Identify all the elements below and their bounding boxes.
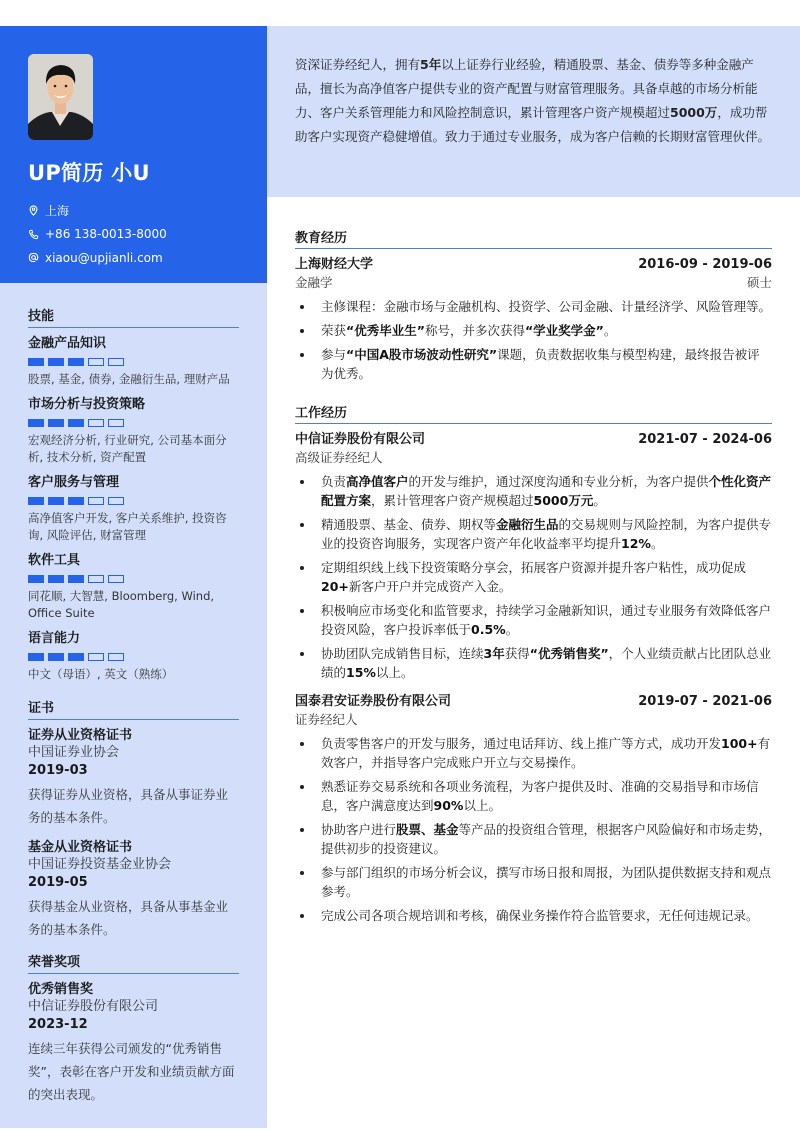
company-name: 国泰君安证券股份有限公司 <box>295 694 452 709</box>
emphasis-text: 金融衍生品 <box>496 517 559 532</box>
work-title: 工作经历 <box>295 402 772 424</box>
education-list <box>295 256 772 383</box>
education-period: 2016-09 - 2019-06 <box>638 257 772 272</box>
text-run: 。 <box>505 622 519 637</box>
phone-icon <box>28 229 39 240</box>
award <box>28 981 239 1106</box>
emphasis-text: 高净值客户 <box>346 474 409 489</box>
education-subheader <box>295 274 772 291</box>
text-run: 主修课程：金融市场与金融机构、投资学、公司金融、计量经济学、风险管理等。 <box>321 299 772 314</box>
skill-level-meter <box>28 653 239 661</box>
emphasis-text: “优秀销售奖” <box>529 646 609 661</box>
text-run: 积极响应市场变化和监管要求，持续学习金融新知识，通过专业服务有效降低客户投资风险，客户投诉率低于 <box>321 603 772 637</box>
skill-description: 中文（母语）, 英文（熟练） <box>28 667 174 681</box>
award-description: 连续三年获得公司颁发的“优秀销售奖”，表彰在客户开发和业绩贡献方面的突出表现。 <box>28 1041 235 1102</box>
location-pin-icon <box>28 205 39 216</box>
level-filled-block <box>68 419 84 427</box>
bullet-item <box>295 820 772 858</box>
text-run: 。 <box>593 493 606 508</box>
text-run: 荣获 <box>321 323 347 338</box>
phone-text: +86 138-0013-8000 <box>45 227 167 242</box>
emphasis-text: “优秀毕业生” <box>346 323 425 338</box>
bullet-item <box>295 558 772 596</box>
bullet-item <box>295 777 772 815</box>
skills-title: 技能 <box>28 305 239 328</box>
education-header <box>295 256 772 274</box>
level-filled-block <box>68 653 84 661</box>
bullet-item <box>295 297 772 316</box>
candidate-name: UP简历 小U <box>28 161 150 185</box>
skill-item <box>28 552 239 622</box>
level-filled-block <box>68 497 84 505</box>
skill-item <box>28 396 239 466</box>
work-subheader <box>295 449 772 466</box>
level-filled-block <box>48 497 64 505</box>
at-sign-icon <box>28 252 39 263</box>
text-run: 。 <box>650 536 664 551</box>
emphasis-text: “中国A股市场波动性研究” <box>346 347 498 362</box>
certificate-issuer: 中国证券投资基金业协会 <box>28 857 172 872</box>
text-run: 负责零售客户的开发与服务，通过电话拜访、线上推广等方式，成功开发 <box>321 736 722 751</box>
contact-list <box>28 199 239 270</box>
summary-text <box>295 53 772 149</box>
emphasis-text: 20+ <box>321 579 349 594</box>
text-run: 协助团队完成销售目标，连续 <box>321 646 484 661</box>
awards-list <box>28 981 239 1106</box>
award-issuer: 中信证券股份有限公司 <box>28 999 159 1014</box>
contact-email[interactable] <box>28 246 239 270</box>
skill-name: 客户服务与管理 <box>28 475 120 490</box>
bullet-item <box>295 472 772 510</box>
emphasis-text: 5000万元 <box>533 493 594 508</box>
bullet-item <box>295 601 772 639</box>
degree: 硕士 <box>746 275 772 290</box>
skill-description: 宏观经济分析, 行业研究, 公司基本面分析, 技术分析, 资产配置 <box>28 433 227 464</box>
text-run: 获得 <box>504 646 530 661</box>
level-filled-block <box>28 575 44 583</box>
skill-name: 金融产品知识 <box>28 336 107 351</box>
text-run: 等产品的投资组合管理，根据客户风险偏好和市场走势，提供初步的投资建议。 <box>321 822 772 856</box>
work-period: 2021-07 - 2024-06 <box>638 432 772 447</box>
level-filled-block <box>48 419 64 427</box>
award-date: 2023-12 <box>28 1017 88 1032</box>
certificate-issuer: 中国证券业协会 <box>28 745 120 760</box>
company-name: 中信证券股份有限公司 <box>295 432 426 447</box>
level-filled-block <box>28 358 44 366</box>
skill-name: 语言能力 <box>28 631 81 646</box>
text-run: 的开发与维护，通过深度沟通和专业分析，为客户提供 <box>408 474 709 489</box>
emphasis-text: “学业奖学金” <box>524 323 604 338</box>
level-empty-block <box>88 497 104 505</box>
text-run: 完成公司各项合规培训和考核，确保业务操作符合监管要求，无任何违规记录。 <box>321 908 759 923</box>
text-run: 资深证券经纪人，拥有 <box>295 57 421 72</box>
major: 金融学 <box>295 275 333 290</box>
level-filled-block <box>48 358 64 366</box>
skill-item <box>28 474 239 544</box>
text-run: 以上。 <box>375 665 414 680</box>
main-content <box>267 197 800 930</box>
emphasis-text: 5年 <box>420 57 442 72</box>
bullet-item <box>295 321 772 340</box>
certificates-title: 证书 <box>28 697 239 720</box>
certificate <box>28 839 239 941</box>
emphasis-text: 15% <box>346 665 376 680</box>
text-run: 精通股票、基金、债券、期权等 <box>321 517 497 532</box>
work-entry <box>295 431 772 682</box>
level-empty-block <box>88 358 104 366</box>
job-title: 证券经纪人 <box>295 712 358 727</box>
awards-title: 荣誉奖项 <box>28 951 239 974</box>
skill-item <box>28 630 239 683</box>
bullet-item <box>295 345 772 383</box>
emphasis-text: 股票、基金 <box>396 822 459 837</box>
contact-location <box>28 199 239 223</box>
text-run: 定期组织线上线下投资策略分享会，拓展客户资源并提升客户粘性，成功促成 <box>321 560 747 575</box>
award-name: 优秀销售奖 <box>28 982 94 997</box>
work-header <box>295 431 772 449</box>
emphasis-text: 100+ <box>721 736 758 751</box>
level-filled-block <box>68 358 84 366</box>
emphasis-text: 12% <box>621 536 651 551</box>
text-run: 熟悉证券交易系统和各项业务流程，为客户提供及时、准确的交易指导和市场信息，客户满意度达到 <box>321 779 759 813</box>
level-filled-block <box>28 497 44 505</box>
skills-list <box>28 335 239 683</box>
text-run: 的交易规则与风险控制，为客户提供专业的投资咨询服务，实现客户资产年化收益率平均提升 <box>321 517 772 551</box>
work-subheader <box>295 711 772 728</box>
avatar <box>28 54 93 140</box>
skill-item <box>28 335 239 388</box>
text-run: ，累计管理客户资产规模超过 <box>371 493 534 508</box>
text-run: ，成功帮助客户实现资产稳健增值。致力于通过专业服务，成为客户信赖的长期财富管理伙伴。 <box>295 105 771 144</box>
skill-description: 股票, 基金, 债券, 金融衍生品, 理财产品 <box>28 372 230 386</box>
text-run: 协助客户进行 <box>321 822 397 837</box>
level-empty-block <box>108 419 124 427</box>
skill-description: 同花顺, 大智慧, Bloomberg, Wind, Office Suite <box>28 589 215 620</box>
bullet-item <box>295 734 772 772</box>
text-run: 课题，负责数据收集与模型构建，最终报告被评为优秀。 <box>321 347 760 381</box>
school-name: 上海财经大学 <box>295 257 374 272</box>
skill-level-meter <box>28 575 239 583</box>
text-run: 参与部门组织的市场分析会议，撰写市场日报和周报，为团队提供数据支持和观点参考。 <box>321 865 772 899</box>
certificate-description: 获得证券从业资格，具备从事证券业务的基本条件。 <box>28 787 229 825</box>
level-empty-block <box>108 358 124 366</box>
level-filled-block <box>68 575 84 583</box>
work-list <box>295 431 772 925</box>
email-text: xiaou@upjianli.com <box>45 250 163 265</box>
text-run: ，个人业绩贡献占比团队总业绩的 <box>321 646 772 680</box>
certificate-name: 证券从业资格证书 <box>28 728 133 743</box>
text-run: 参与 <box>321 347 347 362</box>
sidebar <box>0 26 267 1128</box>
skill-level-meter <box>28 358 239 366</box>
level-filled-block <box>48 653 64 661</box>
emphasis-text: 0.5% <box>471 622 506 637</box>
bullet-item <box>295 515 772 553</box>
skill-level-meter <box>28 497 239 505</box>
bullet-list <box>295 297 772 383</box>
text-run: 称号，并多次获得 <box>424 323 525 338</box>
text-run: 负责 <box>321 474 347 489</box>
bullet-item <box>295 863 772 901</box>
education-title: 教育经历 <box>295 227 772 249</box>
level-empty-block <box>108 653 124 661</box>
skill-description: 高净值客户开发, 客户关系维护, 投资咨询, 风险评估, 财富管理 <box>28 511 227 542</box>
skill-name: 市场分析与投资策略 <box>28 397 146 412</box>
certificate <box>28 727 239 829</box>
profile-header <box>0 26 267 283</box>
location-text: 上海 <box>45 204 70 219</box>
sidebar-body <box>0 283 267 1106</box>
bullet-list <box>295 472 772 682</box>
text-run: 。 <box>603 323 617 338</box>
certificate-date: 2019-03 <box>28 763 88 778</box>
contact-phone[interactable] <box>28 223 239 247</box>
level-empty-block <box>108 575 124 583</box>
level-filled-block <box>28 419 44 427</box>
text-run: 新客户开户并完成资产入金。 <box>348 579 512 594</box>
level-filled-block <box>48 575 64 583</box>
bullet-item <box>295 644 772 682</box>
work-period: 2019-07 - 2021-06 <box>638 694 772 709</box>
skill-name: 软件工具 <box>28 553 81 568</box>
certificate-date: 2019-05 <box>28 875 88 890</box>
education-entry <box>295 256 772 383</box>
certificate-description: 获得基金从业资格，具备从事基金业务的基本条件。 <box>28 899 229 937</box>
avatar-photo-icon <box>28 54 93 140</box>
text-run: 有效客户，并指导客户完成账户开立与交易操作。 <box>321 736 771 770</box>
emphasis-text: 5000万 <box>670 105 718 120</box>
emphasis-text: 90% <box>433 798 464 813</box>
emphasis-text: 3年 <box>483 646 505 661</box>
level-empty-block <box>108 497 124 505</box>
certificate-name: 基金从业资格证书 <box>28 840 133 855</box>
profile-summary <box>267 26 800 197</box>
skill-level-meter <box>28 419 239 427</box>
level-empty-block <box>88 653 104 661</box>
certificates-list <box>28 727 239 941</box>
work-header <box>295 693 772 711</box>
text-run: 以上。 <box>463 798 501 813</box>
text-run: 以上证券行业经验，精通股票、基金、债券等多种金融产品，擅长为高净值客户提供专业的资产配置与财富管理服务。具备卓越的市场分析能力、客户关系管理能力和风险控制意识，累计管理客户资产规模超过 <box>295 57 758 120</box>
level-empty-block <box>88 575 104 583</box>
emphasis-text: 个性化资产配置方案 <box>321 474 772 508</box>
level-empty-block <box>88 419 104 427</box>
level-filled-block <box>28 653 44 661</box>
bullet-item <box>295 906 772 925</box>
work-entry <box>295 693 772 925</box>
job-title: 高级证券经纪人 <box>295 450 383 465</box>
bullet-list <box>295 734 772 925</box>
